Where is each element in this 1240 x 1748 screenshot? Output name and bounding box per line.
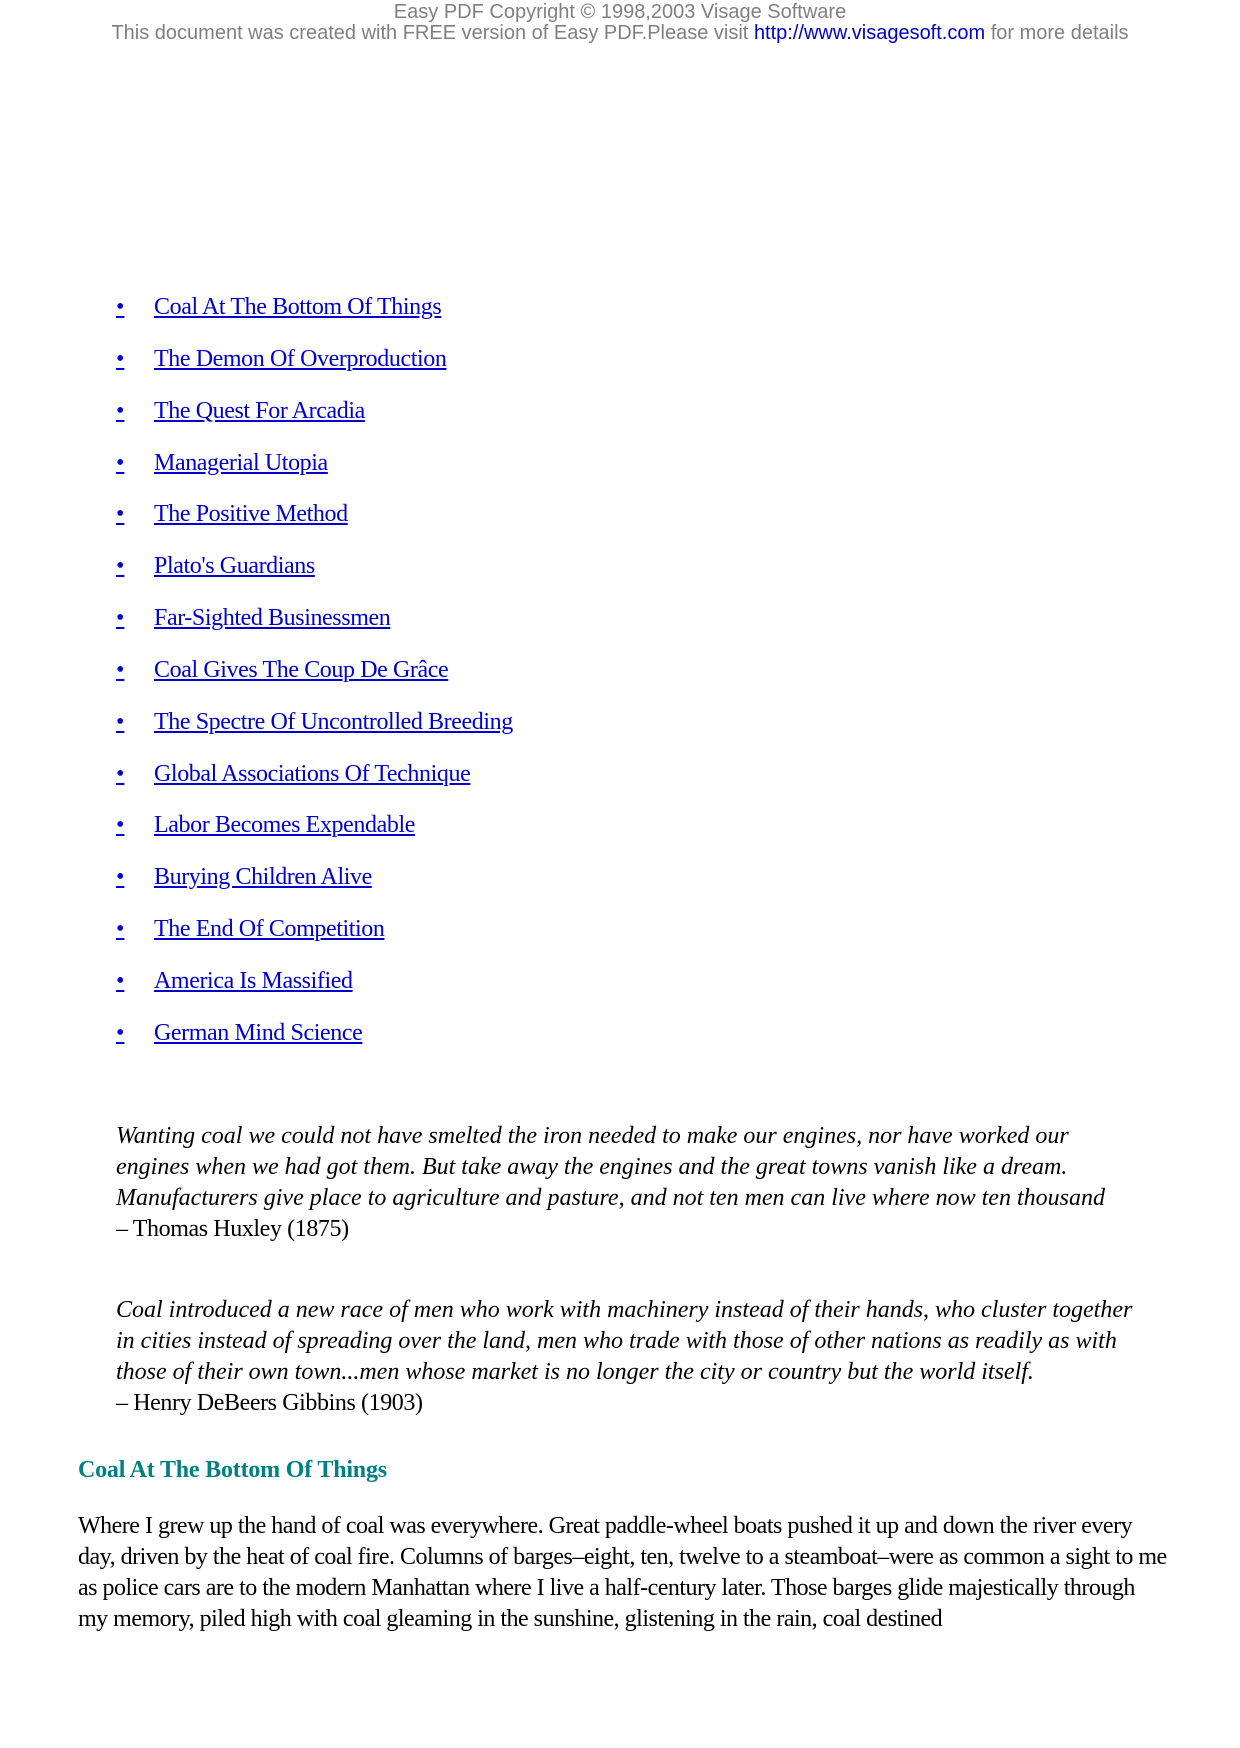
toc-item[interactable] (116, 961, 353, 1001)
toc-link[interactable]: Labor Becomes Expendable (154, 811, 415, 838)
toc-item[interactable] (116, 443, 328, 483)
toc-link[interactable]: The Positive Method (154, 500, 348, 527)
toc-link[interactable]: Coal At The Bottom Of Things (154, 293, 442, 320)
bullet-icon: • (116, 708, 125, 735)
bullet-icon: • (116, 656, 125, 683)
toc-item[interactable] (116, 857, 372, 897)
toc-link[interactable]: Managerial Utopia (154, 449, 328, 476)
bullet-icon: • (116, 1019, 125, 1046)
toc-item[interactable] (116, 598, 390, 638)
toc-link[interactable]: America Is Massified (154, 967, 353, 994)
toc-item[interactable] (116, 650, 448, 690)
quote-attribution: – Thomas Huxley (1875) (116, 1216, 349, 1242)
section-heading: Coal At The Bottom Of Things (78, 1457, 387, 1483)
toc-item[interactable] (116, 494, 348, 534)
quote-text: Wanting coal we could not have smelted the iron needed to make our engines, nor have worked our engines when we had got them. But take away the engines and the great towns vanish like a dream. Manufacturers give place to agriculture and pasture, and not ten men can live where now ten thousand (116, 1123, 1105, 1211)
toc-item[interactable] (116, 339, 446, 379)
toc-item[interactable] (116, 287, 441, 327)
toc-item[interactable] (116, 805, 415, 845)
toc-item[interactable] (116, 546, 315, 586)
quote-attribution: – Henry DeBeers Gibbins (1903) (116, 1390, 423, 1416)
toc-item[interactable] (116, 909, 385, 949)
epigraph-quote (116, 1295, 1136, 1419)
toc-link[interactable]: Burying Children Alive (154, 863, 372, 890)
bullet-icon: • (116, 967, 125, 994)
bullet-icon: • (116, 811, 125, 838)
bullet-icon: • (116, 397, 125, 424)
bullet-icon: • (116, 915, 125, 942)
toc-link[interactable]: The Quest For Arcadia (154, 397, 365, 424)
watermark-copyright: Easy PDF Copyright © 1998,2003 Visage Software (393, 1, 847, 23)
toc-item[interactable] (116, 391, 365, 431)
section-body-paragraph: Where I grew up the hand of coal was everywhere. Great paddle-wheel boats pushed it up and down the river every day, driven by the heat of coal fire. Columns of barges–eight, ten, twelve to a steamboat–were as common a sight to me as police cars are to the modern Manhattan where I live a half-century later. Those barges glide majestically through my memory, piled high with coal gleaming in the sunshine, glistening in the rain, coal destined (78, 1513, 1167, 1632)
bullet-icon: • (116, 500, 125, 527)
bullet-icon: • (116, 863, 125, 890)
bullet-icon: • (116, 293, 125, 320)
bullet-icon: • (116, 449, 125, 476)
bullet-icon: • (116, 345, 125, 372)
watermark-notice (0, 23, 1240, 44)
toc-link[interactable]: The Demon Of Overproduction (154, 345, 447, 372)
toc-link[interactable]: The Spectre Of Uncontrolled Breeding (154, 708, 513, 735)
toc-link[interactable]: The End Of Competition (154, 915, 385, 942)
epigraph-quote (116, 1121, 1136, 1245)
toc-link[interactable]: Far-Sighted Businessmen (154, 604, 391, 631)
watermark-notice-tail: for more details (985, 22, 1129, 44)
toc-link[interactable]: Plato's Guardians (154, 552, 315, 579)
quote-text: Coal introduced a new race of men who work with machinery instead of their hands, who cluster together in cities instead of spreading over the land, men who trade with those of other nations as readily as with those of their own town...men whose market is no longer the city or country but the world itself. (116, 1297, 1133, 1385)
bullet-icon: • (116, 760, 125, 787)
toc-item[interactable] (116, 702, 513, 742)
toc-item[interactable] (116, 1013, 362, 1053)
bullet-icon: • (116, 604, 125, 631)
toc-link[interactable]: German Mind Science (154, 1019, 363, 1046)
toc-link[interactable]: Global Associations Of Technique (154, 760, 471, 787)
watermark-link[interactable]: http://www.visagesoft.com (753, 22, 986, 44)
toc-link[interactable]: Coal Gives The Coup De Grâce (154, 656, 449, 683)
bullet-icon: • (116, 552, 125, 579)
toc-item[interactable] (116, 754, 470, 794)
watermark-notice-text: This document was created with FREE version of Easy PDF.Please visit (111, 22, 754, 44)
